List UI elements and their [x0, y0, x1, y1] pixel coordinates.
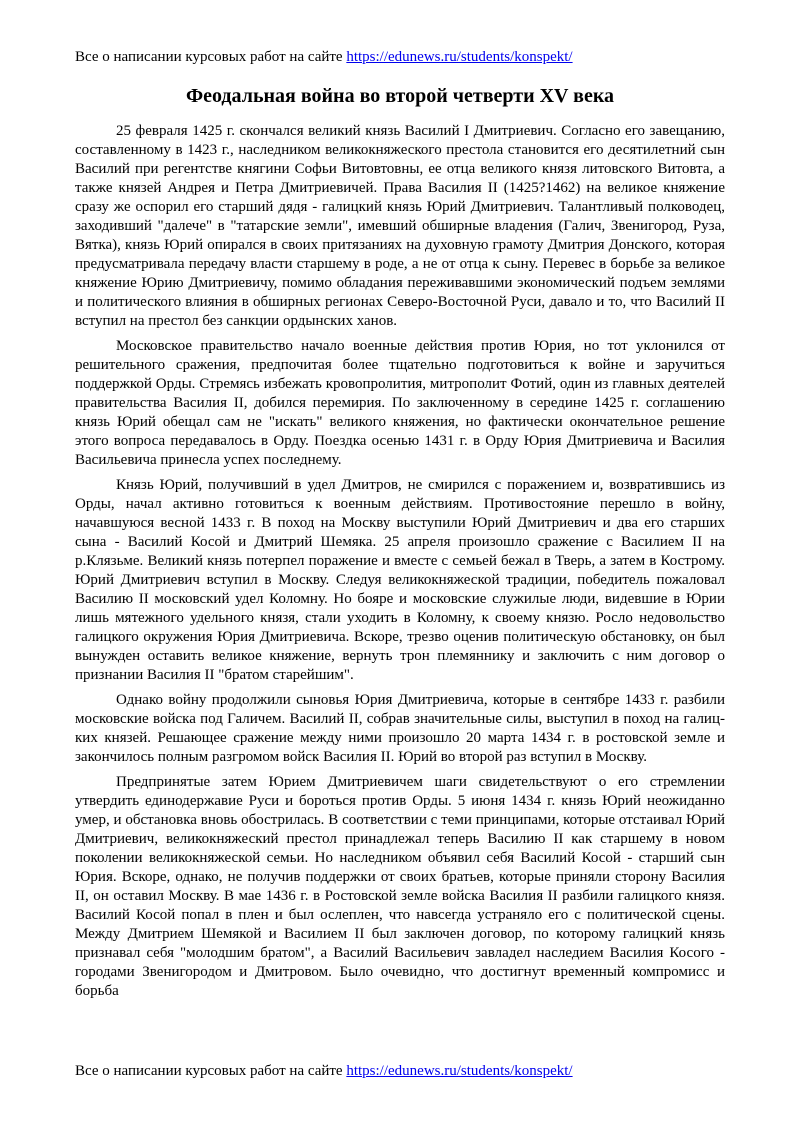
paragraph-3: Князь Юрий, получивший в удел Дмитров, не смирился с поражением и, возвратившись из Орды, начал активно готовиться к военным действиям. Противостояние перешло в войну, начавшуюся весной 1433 г. В поход на Москву выступили Юрий Дмитриевич и два его старших сына - Василий Косой и Дмитрий Шемяка. 25 апреля произошло сражение с Василием II на р.Клязьме. Великий князь потерпел поражение и вместе с семьей бежал в Тверь, а затем в Кострому. Юрий Дмитриевич вступил в Москву. Следуя великокняжеской традиции, победитель пожаловал Василию II московский удел Коломну. Но бояре и московские служилые люди, видевшие в Юрии лишь мятежного удельного князя, стали уходить в Коломну, к своему князю. Росло недовольство галицкого окружения Юрия Дмитриевича. Вскоре, трезво оценив политическую обстановку, он был вынужден оставить великое княжение, вернуть трон племяннику и заключить с ним договор о признании Василия II "братом старейшим".	[75, 477, 725, 683]
footer-note	[75, 1062, 725, 1081]
footer-link[interactable]: https://edunews.ru/students/konspekt/	[346, 1063, 573, 1079]
header-note-text: Все о написании курсовых работ на сайте	[75, 49, 347, 65]
page-title: Феодальная война во второй четверти XV века	[185, 85, 615, 107]
paragraph-1: 25 февраля 1425 г. скончался великий князь Василий I Дмитриевич. Согласно его завещанию, составленному в 1423 г., наследником великокняжеского престола становится его десятилетний сын Василий при регентстве княгини Софьи Витовтовны, ее отца великого князя литовского Витовта, а также князей Андрея и Петра Дмитриевичей. Права Василия II (1425?1462) на великое княжение сразу же оспорил его старший дядя - галицкий князь Юрий Дмитриевич. Талантливый полководец, заходивший "далече" в "татарские земли", имевший обширные владения (Галич, Звенигород, Руза, Вятка), князь Юрий опирался в своих притязаниях на духовную грамоту Дмитрия Донского, которая предусматривала передачу власти старшему в роде, а не от отца к сыну. Перевес в борьбе за великое княжение Юрию Дмитриевичу, помимо обладания переживавшими экономический подъем землями и политического влияния в обширных регионах Северо-Восточной Руси, давало и то, что Василий II вступил на престол без санкции ордынских ханов.	[75, 123, 725, 329]
header-link[interactable]: https://edunews.ru/students/konspekt/	[346, 49, 573, 65]
footer-note-text: Все о написании курсовых работ на сайте	[75, 1063, 347, 1079]
paragraph-4: Однако войну продолжили сыновья Юрия Дмитриевича, которые в сентябре 1433 г. разбили московские войска под Галичем. Василий II, собрав значительные силы, выступил в поход на галиц-ких князей. Решающее сражение между ними произошло 20 марта 1434 г. в ростовской земле и закончилось полным разгромом войск Василия II. Юрий во второй раз вступил в Москву.	[75, 692, 725, 765]
paragraph-5: Предпринятые затем Юрием Дмитриевичем шаги свидетельствуют о его стремлении утвердить единодержавие Руси и бороться против Орды. 5 июня 1434 г. князь Юрий неожиданно умер, и обстановка вновь обострилась. В соответствии с теми принципами, которые отстаивал Юрий Дмитриевич, великокняжеский престол принадлежал теперь Василию II как старшему в новом поколении великокняжеской семьи. Но наследником объявил себя Василий Косой - старший сын Юрия. Вскоре, однако, не получив поддержки от своих братьев, которые приняли сторону Василия II, он оставил Москву. В мае 1436 г. в Ростовской земле войска Василия II разбили галицкого князя. Василий Косой попал в плен и был ослеплен, что навсегда устраняло его с политической сцены. Между Дмитрием Шемякой и Василием II был заключен договор, по которому галицкий князь признавал себя "молодшим братом", а Василий Васильевич завладел наследием Василия Косого - городами Звенигородом и Дмитровом. Было очевидно, что достигнут временный компромисс и борьба	[75, 774, 725, 999]
header-note	[75, 48, 725, 67]
paragraph-2: Московское правительство начало военные действия против Юрия, но тот уклонился от решительного сражения, предпочитая более тщательно подготовиться к войне и заручиться поддержкой Орды. Стремясь избежать кровопролития, митрополит Фотий, один из главных деятелей правительства Василия II, добился перемирия. По заключенному в середине 1425 г. соглашению князь Юрий обещал сам не "искать" великого княжения, но фактически окончательное решение этого вопроса передавалось в Орду. Поездка осенью 1431 г. в Орду Юрия Дмитриевича и Василия Васильевича принесла успех последнему.	[75, 338, 725, 468]
